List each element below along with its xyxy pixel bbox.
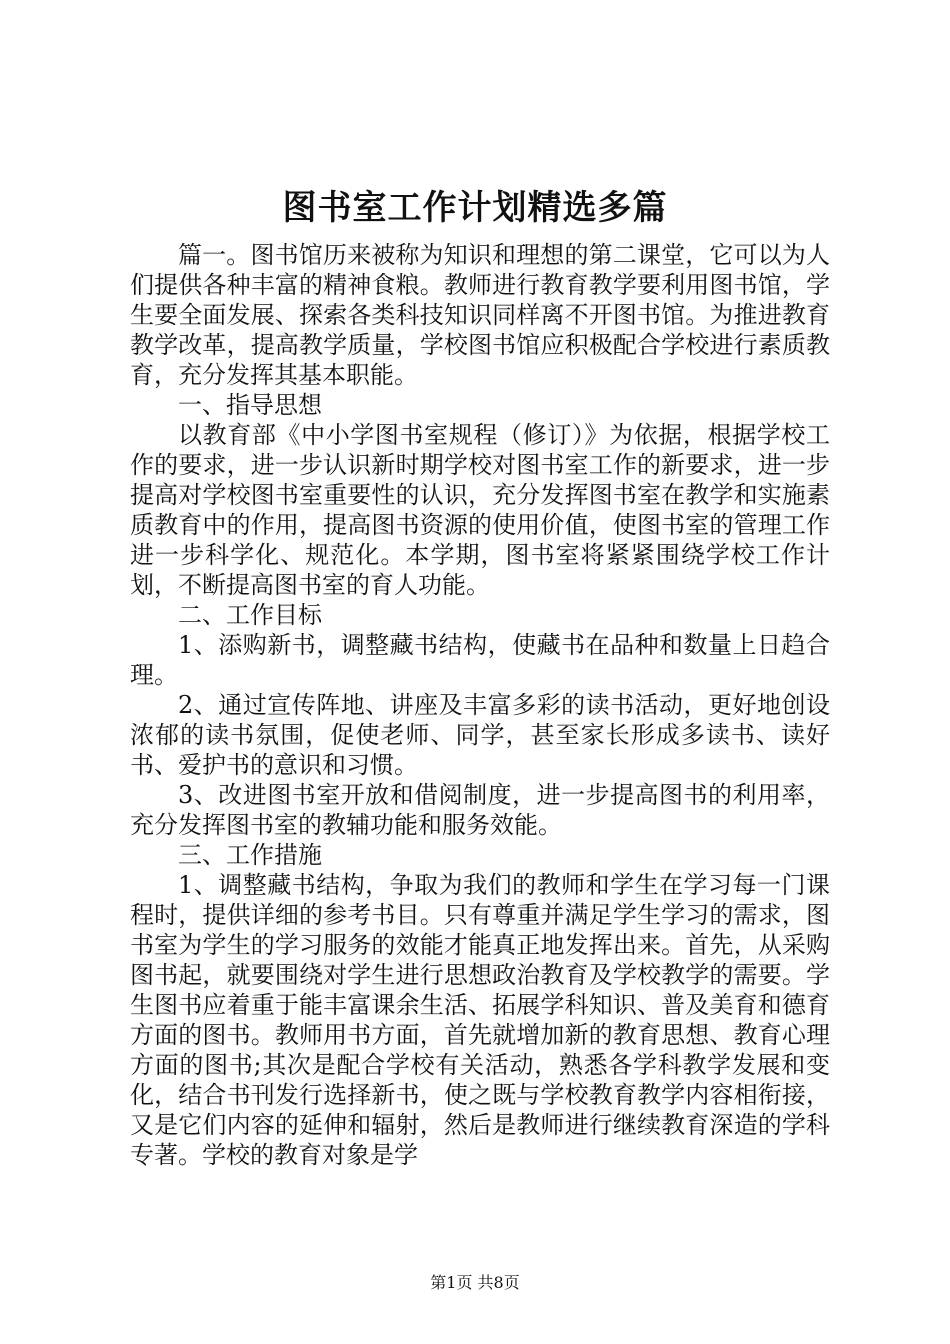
paragraph-measure-1: 1、调整藏书结构，争取为我们的教师和学生在学习每一门课程时，提供详细的参考书目。只有尊重并满足学生学习的需求，图书室为学生的学习服务的效能才能真正地发挥出来。首先，从采购图书起，就要围绕对学生进行思想政治教育及学校教学的需要。学生图书应着重于能丰富课余生活、拓展学科知识、普及美育和德育方面的图书。教师用书方面，首先就增加新的教育思想、教育心理方面的图书;其次是配合学校有关活动，熟悉各学科教学发展和变化，结合书刊发行选择新书，使之既与学校教育教学内容相衔接，又是它们内容的延伸和辐射，然后是教师进行继续教育深造的学科专著。学校的教育对象是学 (130, 871, 830, 1169)
paragraph-intro: 篇一。图书馆历来被称为知识和理想的第二课堂，它可以为人们提供各种丰富的精神食粮。教师进行教育教学要利用图书馆，学生要全面发展、探索各类科技知识同样离不开图书馆。为推进教育教学改革，提高教学质量，学校图书馆应积极配合学校进行素质教育，充分发挥其基本职能。 (130, 241, 830, 389)
paragraph-goal-1: 1、添购新书，调整藏书结构，使藏书在品种和数量上日趋合理。 (130, 631, 830, 689)
document-body (130, 240, 830, 1170)
page-number-footer: 第1页 共8页 (430, 1273, 520, 1292)
heading-work-measures: 三、工作措施 (178, 841, 322, 869)
heading-work-goals: 二、工作目标 (178, 601, 322, 629)
heading-guiding-thought: 一、指导思想 (178, 391, 322, 419)
paragraph-guiding-thought: 以教育部《中小学图书室规程（修订）》为依据，根据学校工作的要求，进一步认识新时期学校对图书室工作的新要求，进一步提高对学校图书室重要性的认识，充分发挥图书室在教学和实施素质教育中的作用，提高图书资源的使用价值，使图书室的管理工作进一步科学化、规范化。本学期，图书室将紧紧围绕学校工作计划，不断提高图书室的育人功能。 (130, 421, 830, 599)
document-title: 图书室工作计划精选多篇 (282, 188, 668, 228)
paragraph-goal-3: 3、改进图书室开放和借阅制度，进一步提高图书的利用率，充分发挥图书室的教辅功能和服务效能。 (130, 781, 830, 839)
paragraph-goal-2: 2、通过宣传阵地、讲座及丰富多彩的读书活动，更好地创设浓郁的读书氛围，促使老师、同学，甚至家长形成多读书、读好书、爱护书的意识和习惯。 (130, 691, 830, 779)
